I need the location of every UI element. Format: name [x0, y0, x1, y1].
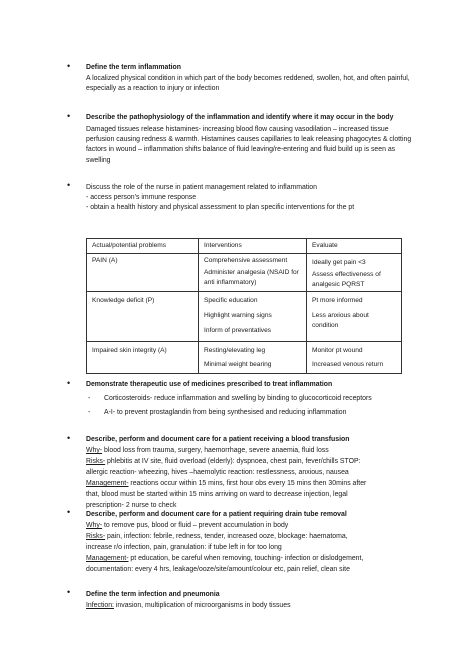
bullet-icon: •: [67, 378, 71, 388]
section-text: - access person's immune response: [86, 194, 197, 201]
section-heading: Define the term inflammation: [86, 64, 181, 71]
table-cell: Ideally get pain <3 Assess effectiveness of analgesic PQRST: [307, 253, 402, 292]
section-line: increase r/o infection, pain, granulation: if tube left in for too long: [86, 544, 282, 551]
section-line: prescription- 2 nurse to check: [86, 502, 177, 509]
section-line: Management- pt education, be careful when removing, touching- infection or dislodgement,: [86, 555, 364, 562]
table-row: [87, 292, 402, 342]
table-header: Evaluate: [307, 239, 402, 254]
section-heading: Demonstrate therapeutic use of medicines prescribed to treat inflammation: [86, 381, 333, 388]
table-cell: Knowledge deficit (P): [87, 292, 199, 342]
section-line: Why- to remove pus, blood or fluid – prevent accumulation in body: [86, 522, 289, 529]
section-heading: Define the term infection and pneumonia: [86, 591, 220, 598]
bullet-icon: •: [67, 61, 71, 71]
list-item: A-I- to prevent prostaglandin from being synthesised and reducing inflammation: [104, 409, 347, 416]
bullet-icon: •: [67, 507, 71, 517]
table-cell: Specific education Highlight warning signs Inform of preventatives: [199, 292, 307, 342]
table-cell: Pt more informed Less anxious about condition: [307, 292, 402, 342]
section-line: Risks- phlebitis at IV site, fluid overload (elderly): dyspnoea, chest pain, fever/chills STOP:: [86, 458, 361, 465]
table-row: [87, 342, 402, 374]
table-header: Actual/potential problems: [87, 239, 199, 254]
bullet-icon: •: [67, 587, 71, 597]
dash-marker: -: [88, 409, 91, 416]
section-line: that, blood must be started within 15 mins arriving on ward to decrease injection, legal: [86, 491, 348, 498]
section-text: Discuss the role of the nurse in patient management related to inflammation: [86, 184, 317, 191]
table-cell: Impaired skin integrity (A): [87, 342, 199, 374]
section-line: Why- blood loss from trauma, surgery, haemorrhage, severe anaemia, fluid loss: [86, 447, 329, 454]
bullet-icon: •: [67, 111, 71, 121]
table-cell: PAIN (A): [87, 253, 199, 292]
table-header-row: [87, 239, 402, 254]
section-line: documentation: every 4 hrs, leakage/ooze/site/amount/colour etc, pain relief, clean site: [86, 566, 350, 573]
section-line: Risks- pain, infection: febrile, redness, tender, increased ooze, blockage: haematoma,: [86, 533, 348, 540]
section-body: A localized physical condition in which part of the body becomes reddened, swollen, hot, and often painful, especially as a reaction to injury or infection: [86, 75, 410, 93]
table-header: Interventions: [199, 239, 307, 254]
section-text: - obtain a health history and physical assessment to plan specific interventions for the pt: [86, 204, 355, 211]
table-cell: Monitor pt wound Increased venous return: [307, 342, 402, 374]
bullet-icon: •: [67, 180, 71, 190]
section-line: Management- reactions occur within 15 mins, first hour obs every 15 mins then 30mins after: [86, 480, 367, 487]
care-plan-table: [86, 238, 402, 374]
dash-marker: -: [88, 395, 91, 402]
table-row: [87, 253, 402, 292]
section-heading: Describe the pathophysiology of the inflammation and identify where it may occur in the body: [86, 114, 394, 121]
bullet-icon: •: [67, 433, 71, 443]
list-item: Corticosteroids- reduce inflammation and swelling by binding to glucocorticoid receptors: [104, 395, 372, 402]
section-heading: Describe, perform and document care for a patient receiving a blood transfusion: [86, 436, 350, 443]
table-cell: Comprehensive assessment Administer analgesia (NSAID for anti inflammatory): [199, 253, 307, 292]
table-cell: Resting/elevating leg Minimal weight bearing: [199, 342, 307, 374]
section-line: Infection: invasion, multiplication of microorganisms in body tissues: [86, 602, 291, 609]
section-body: Damaged tissues release histamines- increasing blood flow causing vasodilation – increased tissue perfusion causing redness & warmth. Histamines causes capillaries to leak releasing phagocytes & clotting factors in wound – inflammation shifts balance of fluid leaving/re-entering and fluid build up is seen as swelling: [86, 126, 412, 164]
section-line: allergic reaction- wheezing, hives –haemolytic reaction: restlessness, anxious, nausea: [86, 469, 349, 476]
section-heading: Describe, perform and document care for a patient requiring drain tube removal: [86, 511, 347, 518]
